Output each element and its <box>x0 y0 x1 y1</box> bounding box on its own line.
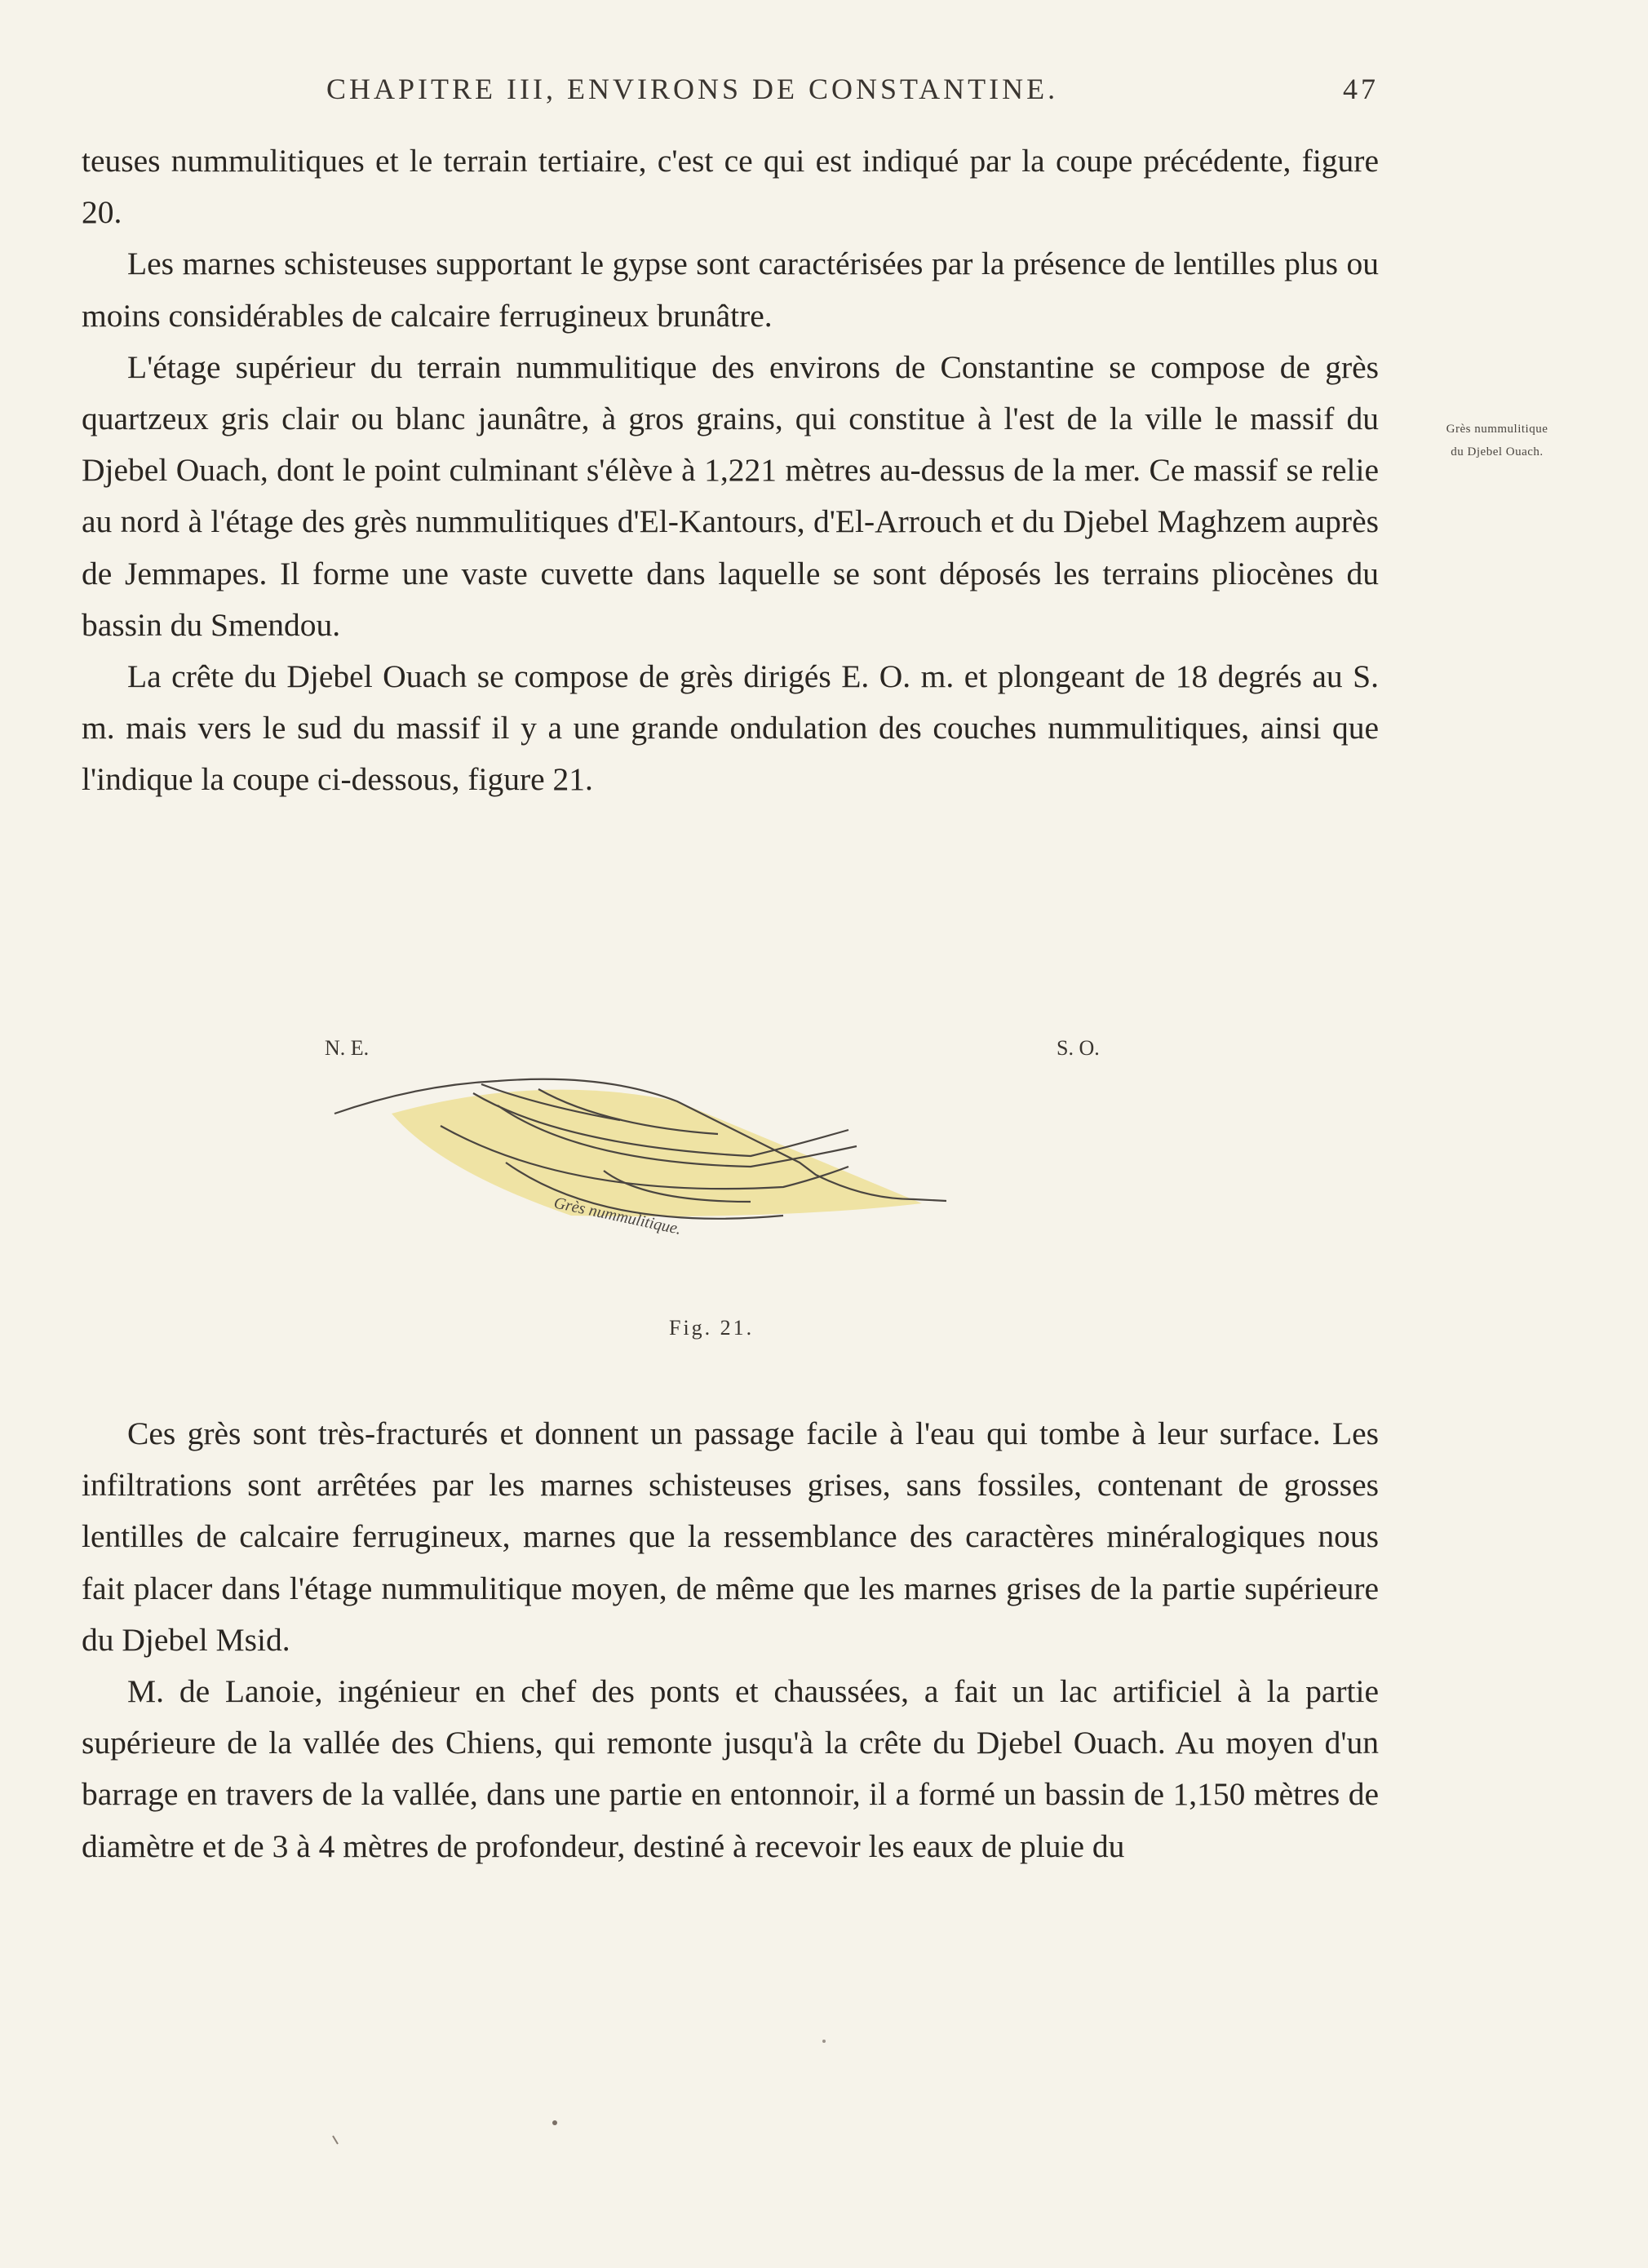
paragraph-etage-superieur: L'étage supérieur du terrain nummulitique des environs de Constantine se compose de grès quartzeux gris clair ou blanc jaunâtre, à gros grains, qui constitue à l'est de la ville le massif du Djebel Ouach, dont le point culminant s'élève à 1,221 mètres au-dessus de la mer. Ce massif se relie au nord à l'étage des grès nummulitiques d'El-Kantours, d'El-Arrouch et du Djebel Maghzem auprès de Jemmapes. Il forme une vaste cuvette dans laquelle se sont déposés les terrains pliocènes du bassin du Smendou. <box>82 348 1379 643</box>
paragraph-fractures: Ces grès sont très-fracturés et donnent un passage facile à l'eau qui tombe à leur surface. Les infiltrations sont arrêtées par les marnes schisteuses grises, sans fossiles, contenant de grosses lentilles de calcaire ferrugineux, marnes que la ressemblance des caractères minéralogiques nous fait placer dans l'étage nummulitique moyen, de même que les marnes grises de la partie supérieure du Djebel Msid. <box>82 1415 1379 1658</box>
paragraph-marnes: Les marnes schisteuses supportant le gypse sont caractérisées par la présence de lentilles plus ou moins considérables de calcaire ferrugineux brunâtre. <box>82 246 1379 334</box>
gres-nummulitique-label: Grès nummulitique. <box>552 1194 683 1238</box>
chapter-title: CHAPITRE III, ENVIRONS DE CONSTANTINE. <box>326 73 1059 105</box>
paragraph-crete: La crête du Djebel Ouach se compose de grès dirigés E. O. m. et plongeant de 18 degrés au S. m. mais vers le sud du massif il y a une grande ondulation des couches nummulitiques, ainsi que l'indique la coupe ci-dessous, figure 21. <box>82 658 1379 798</box>
paragraph-continued: teuses nummulitiques et le terrain tertiaire, c'est ce qui est indiqué par la coupe précédente, figure 20. <box>82 143 1379 231</box>
marginal-note-line-1: Grès nummulitique <box>1446 423 1548 436</box>
paper-speck <box>552 2120 557 2125</box>
page-number: 47 <box>1343 73 1379 105</box>
paragraph-lanoie: M. de Lanoie, ingénieur en chef des ponts et chaussées, a fait un lac artificiel à la partie supérieure de la vallée des Chiens, qui remonte jusqu'à la crête du Djebel Ouach. Au moyen d'un barrage en travers de la vallée, dans une partie en entonnoir, il a formé un bassin de 1,150 mètres de diamètre et de 3 à 4 mètres de profondeur, destiné à recevoir les eaux de pluie du <box>82 1673 1379 1864</box>
figure-caption: Fig. 21. <box>669 1316 755 1340</box>
marginal-note-line-2: du Djebel Ouach. <box>1451 445 1544 458</box>
paper-speck <box>333 2136 338 2144</box>
compass-label-northeast: N. E. <box>325 1036 370 1060</box>
paper-speck <box>822 2040 826 2043</box>
compass-label-southwest: S. O. <box>1057 1036 1100 1060</box>
